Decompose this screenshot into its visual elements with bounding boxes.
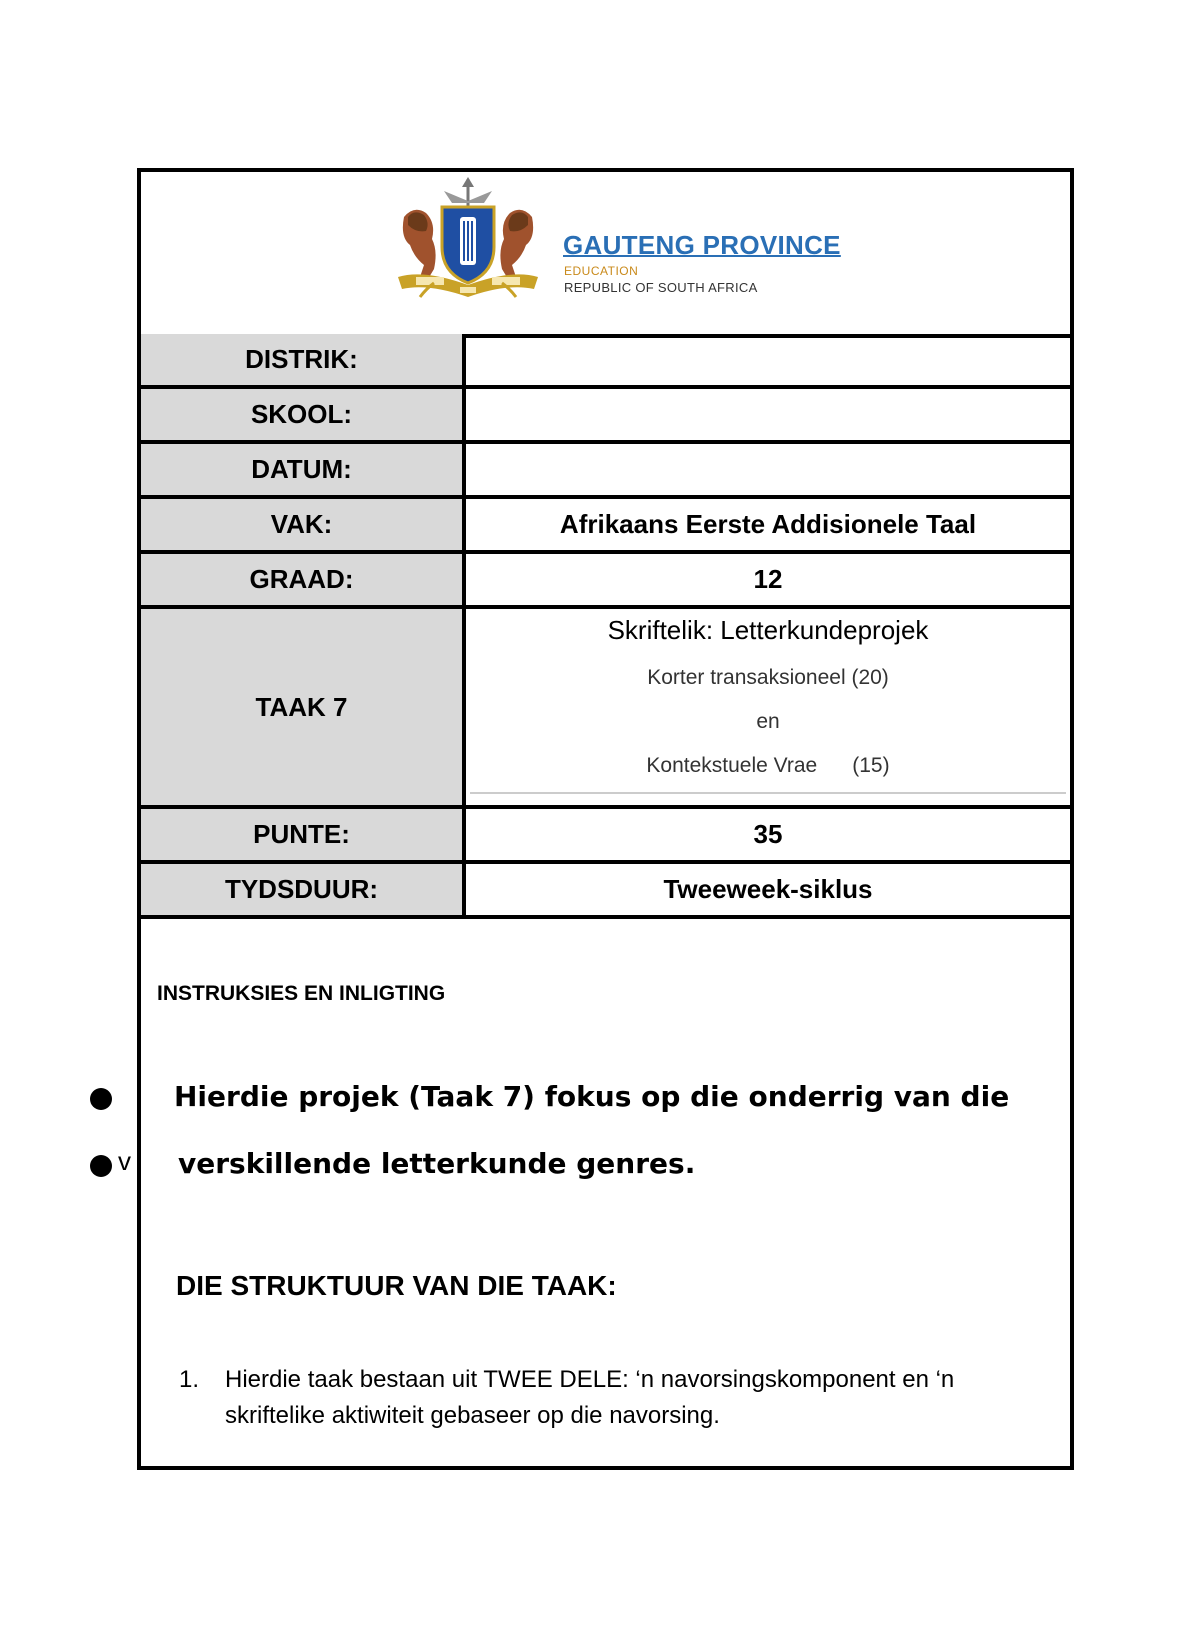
coat-of-arms-icon [384, 177, 552, 302]
bullet-icon [90, 1088, 112, 1110]
stray-character: v [118, 1146, 131, 1176]
taak-divider [470, 792, 1066, 794]
row-distrik [141, 334, 1070, 389]
row-punte [141, 809, 1070, 864]
taak-value [466, 609, 1070, 805]
info-table [141, 334, 1070, 919]
bullet-icon [90, 1155, 112, 1177]
punte-label: PUNTE: [141, 809, 466, 860]
header [141, 172, 1070, 338]
taak-sub-en: en [756, 710, 780, 733]
row-taak [141, 609, 1070, 809]
taak-sub-kontekstuele: Kontekstuele Vrae (15) [646, 754, 890, 777]
brand-subtitle-country: REPUBLIC OF SOUTH AFRICA [564, 280, 758, 295]
instructions-heading: INSTRUKSIES EN INLIGTING [157, 982, 446, 1005]
tydsduur-label: TYDSDUUR: [141, 864, 466, 915]
datum-label: DATUM: [141, 444, 466, 495]
intro-line-1: Hierdie projek (Taak 7) fokus op die onderrig van die [174, 1080, 1010, 1113]
intro-line-2: verskillende letterkunde genres. [178, 1147, 696, 1180]
vak-label: VAK: [141, 499, 466, 550]
brand-subtitle-education: EDUCATION [564, 264, 639, 278]
graad-value: 12 [753, 564, 783, 594]
brand-title: GAUTENG PROVINCE [563, 230, 841, 260]
row-vak [141, 499, 1070, 554]
distrik-label: DISTRIK: [141, 334, 466, 385]
taak-label: TAAK 7 [141, 609, 466, 805]
vak-value: Afrikaans Eerste Addisionele Taal [559, 509, 977, 539]
graad-label: GRAAD: [141, 554, 466, 605]
row-tydsduur [141, 864, 1070, 919]
skool-label: SKOOL: [141, 389, 466, 440]
structure-heading: DIE STRUKTUUR VAN DIE TAAK: [176, 1270, 617, 1301]
distrik-value[interactable] [466, 334, 1070, 385]
skool-value[interactable] [466, 389, 1070, 440]
punte-value: 35 [753, 819, 783, 849]
row-graad [141, 554, 1070, 609]
list-item-number: 1. [179, 1366, 200, 1393]
row-datum [141, 444, 1070, 499]
taak-sub-transaksioneel: Korter transaksioneel (20) [647, 666, 889, 689]
datum-value[interactable] [466, 444, 1070, 495]
row-skool [141, 389, 1070, 444]
tydsduur-value: Tweeweek-siklus [663, 874, 873, 904]
list-item-text: Hierdie taak bestaan uit TWEE DELE: ‘n navorsingskomponent en ‘n skriftelike aktiwiteit gebaseer op die navorsing. [225, 1366, 955, 1429]
document-frame [137, 168, 1074, 1470]
taak-main-title: Skriftelik: Letterkundeprojek [607, 615, 929, 645]
